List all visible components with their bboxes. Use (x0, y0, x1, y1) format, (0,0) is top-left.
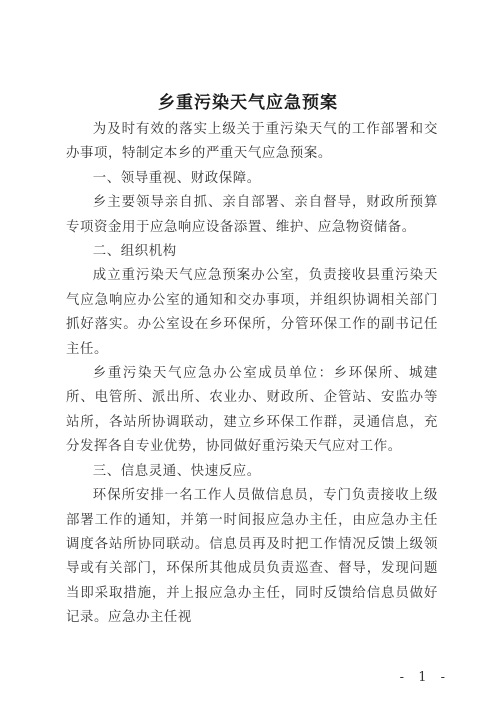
section-heading-1: 一、领导重视、财政保障。 (92, 170, 261, 186)
document-body (66, 118, 438, 631)
paragraph-intro: 为及时有效的落实上级关于重污染天气的工作部署和交办事项，特制定本乡的严重天气应急预案。 (66, 122, 438, 162)
section-heading-3: 三、信息灵通、快速反应。 (92, 463, 261, 479)
page-number: - 1 - (399, 670, 450, 685)
paragraph-leadership: 乡主要领导亲自抓、亲自部署、亲自督导，财政所预算专项资金用于应急响应设备添置、维护、应急物资储备。 (66, 195, 438, 235)
paragraph-organization: 成立重污染天气应急预案办公室，负责接收县重污染天气应急响应办公室的通知和交办事项，并组织协调相关部门抓好落实。办公室设在乡环保所，分管环保工作的副书记任主任。 (66, 268, 438, 357)
section-heading-2: 二、组织机构 (92, 244, 177, 260)
paragraph-members: 乡重污染天气应急办公室成员单位：乡环保所、城建所、电管所、派出所、农业办、财政所、企管站、安监办等站所，各站所协调联动，建立乡环保工作群，灵通信息，充分发挥各自专业优势，协同做好重污染天气应对工作。 (66, 366, 438, 455)
paragraph-information: 环保所安排一名工作人员做信息员，专门负责接收上级部署工作的通知，并第一时间报应急办主任，由应急办主任调度各站所协同联动。信息员再及时把工作情况反馈上级领导或有关部门，环保所其他成员负责巡查、督导，发现问题当即采取措施，并上报应急办主任，同时反馈给信息员做好记录。应急办主任视 (66, 488, 438, 626)
document-title: 乡重污染天气应急预案 (158, 93, 338, 113)
